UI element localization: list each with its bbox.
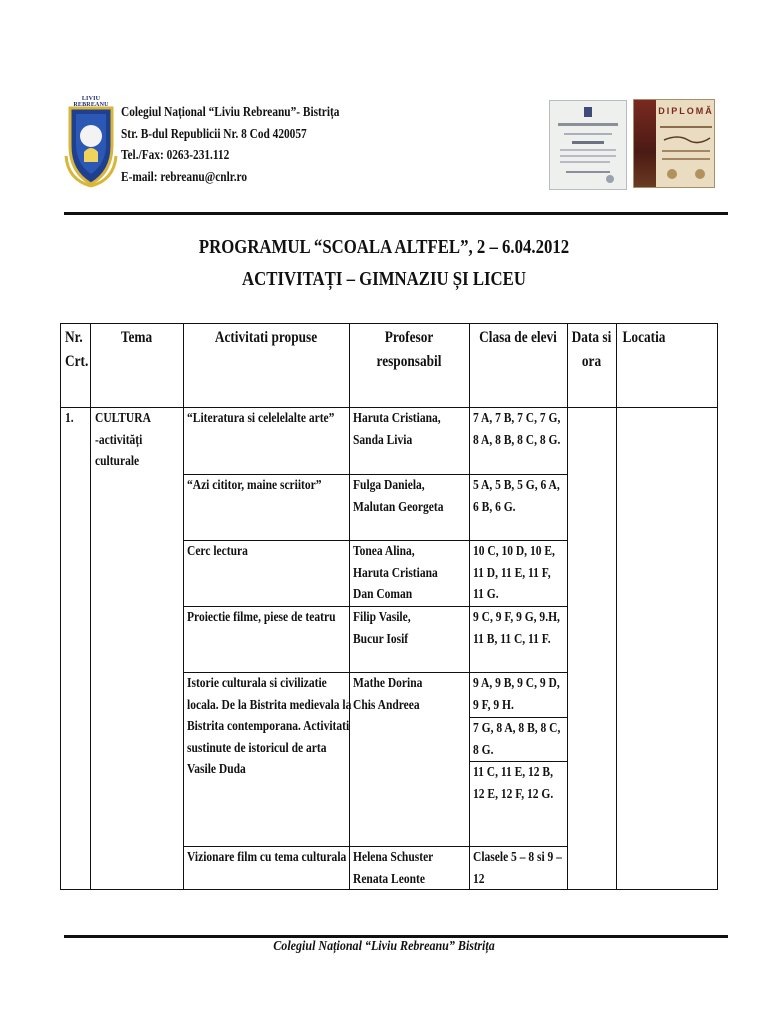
footer-school-name: Colegiul Național “Liviu Rebreanu” Bistrița bbox=[273, 939, 495, 954]
school-contact-block bbox=[121, 101, 339, 187]
activity-classes: 9 C, 9 F, 9 G, 9.H, 11 B, 11 C, 11 F. bbox=[473, 609, 560, 646]
activity-classes: 5 A, 5 B, 5 G, 6 A, 6 B, 6 G. bbox=[473, 477, 560, 514]
document-title: PROGRAMUL “SCOALA ALTFEL”, 2 – 6.04.2012 bbox=[198, 237, 570, 258]
activity-teachers: Fulga Daniela, Malutan Georgeta bbox=[353, 477, 444, 514]
activity-teachers: Haruta Cristiana, Sanda Livia bbox=[353, 410, 441, 447]
activities-table bbox=[60, 323, 718, 890]
header-locatia: Locatia bbox=[622, 329, 666, 346]
document-subtitle: ACTIVITAȚI – GIMNAZIU ȘI LICEU bbox=[242, 269, 526, 290]
column-divider bbox=[567, 324, 568, 889]
diploma-image-left bbox=[549, 100, 627, 190]
header-tema: Tema bbox=[120, 329, 153, 346]
school-email: E-mail: rebreanu@cnlr.ro bbox=[121, 168, 248, 184]
activity-name: “Literatura si celelelalte arte” bbox=[187, 410, 335, 425]
activity-classes: 9 A, 9 B, 9 C, 9 D, 9 F, 9 H. bbox=[473, 675, 560, 712]
column-divider bbox=[90, 324, 91, 889]
activity-name: Cerc lectura bbox=[187, 543, 248, 558]
footer-divider bbox=[64, 935, 728, 938]
activity-name: “Azi cititor, maine scriitor” bbox=[187, 477, 322, 492]
activity-classes: 7 G, 8 A, 8 B, 8 C, 8 G. bbox=[473, 720, 561, 757]
school-crest-logo bbox=[64, 96, 118, 188]
crest-shield-icon bbox=[64, 96, 118, 188]
crest-caption: LIVIU REBREANU bbox=[73, 96, 109, 108]
diploma-decor-strip bbox=[634, 100, 656, 187]
school-phone: Tel./Fax: 0263-231.112 bbox=[121, 147, 230, 162]
school-address: Str. B-dul Republicii Nr. 8 Cod 420057 bbox=[121, 125, 307, 141]
activity-classes: Clasele 5 – 8 si 9 – 12 bbox=[473, 849, 562, 886]
header-profesor: Profesor responsabil bbox=[376, 329, 442, 370]
activity-classes: 10 C, 10 D, 10 E, 11 D, 11 E, 11 F, 11 G. bbox=[473, 543, 555, 601]
activity-classes: 11 C, 11 E, 12 B, 12 E, 12 F, 12 G. bbox=[473, 764, 554, 801]
row-number: 1. bbox=[65, 410, 74, 425]
diploma-image-right bbox=[633, 99, 715, 188]
activity-teachers: Tonea Alina, Haruta Cristiana Dan Coman bbox=[353, 543, 438, 601]
activity-classes: 7 A, 7 B, 7 C, 7 G, 8 A, 8 B, 8 C, 8 G. bbox=[473, 410, 561, 447]
activity-teachers: Mathe Dorina Chis Andreea bbox=[353, 675, 423, 712]
activity-name: Proiectie filme, piese de teatru bbox=[187, 609, 336, 624]
header-clasa: Clasa de elevi bbox=[479, 329, 557, 346]
activity-name: Vizionare film cu tema culturala bbox=[187, 849, 347, 864]
activity-teachers: Helena Schuster Renata Leonte bbox=[353, 849, 434, 886]
school-name: Colegiul Național “Liviu Rebreanu”- Bistrița bbox=[121, 104, 340, 119]
header-nr: Nr. Crt. bbox=[65, 329, 89, 370]
row-theme: CULTURA -activități culturale bbox=[95, 410, 151, 468]
activity-teachers: Filip Vasile, Bucur Iosif bbox=[353, 609, 411, 646]
activity-name: Istorie culturala si civilizatie locala. De la Bistrita medievala la Bistrita contemporana. Activitati sustinute de istoricul de arta Vasile Duda bbox=[187, 675, 352, 776]
column-divider bbox=[616, 324, 617, 889]
diploma-image-title: DIPLOMĂ bbox=[658, 106, 714, 116]
header-divider bbox=[64, 212, 728, 215]
header-activitati: Activitati propuse bbox=[214, 329, 318, 346]
header-data: Data si ora bbox=[571, 329, 612, 370]
